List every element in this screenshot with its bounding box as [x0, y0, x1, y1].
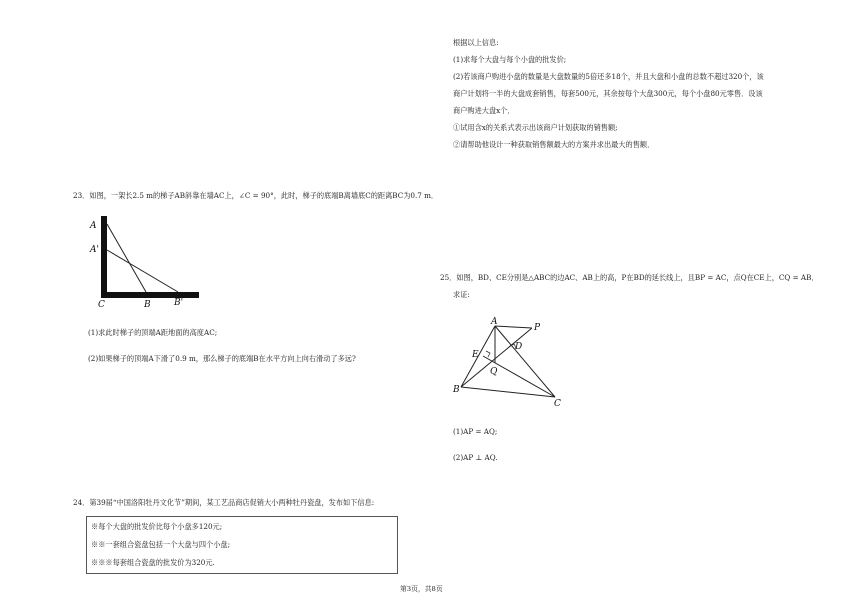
label-B: B	[453, 385, 460, 395]
label-P: P	[534, 323, 541, 333]
label-C: C	[98, 300, 105, 310]
text-line: 根据以上信息:	[453, 38, 499, 47]
q23-sub1: (1)求此时梯子的顶端A距地面的高度AC;	[88, 328, 218, 337]
wall	[101, 216, 107, 298]
label-B1: B'	[174, 298, 184, 308]
label-Q: Q	[490, 367, 498, 377]
label-B: B	[144, 300, 151, 310]
q25-triangle-figure	[450, 316, 580, 411]
q23-sub2: (2)如果梯子的顶端A下滑了0.9 m，那么梯子的底端B在水平方向上向右滑动了多远?	[88, 354, 356, 363]
ladder-ab	[107, 224, 146, 292]
segment-ap	[495, 326, 532, 328]
label-A: A	[491, 317, 498, 327]
text-line: 商户计划将一半的大盘成套销售，每套500元，其余按每个大盘300元，每个小盘80元零售．设该	[453, 89, 763, 98]
label-D: D	[515, 342, 523, 352]
label-A: A	[90, 221, 97, 231]
text-line: (1)求每个大盘与每个小盘的批发价;	[453, 55, 567, 64]
info-line: ※※一套组合瓷盘包括一个大盘与四个小盘;	[91, 540, 230, 549]
q24-stem: 24．第39届“中国洛阳牡丹文化节”期间，某工艺品商店促销大小两种牡丹瓷盘，发布如下信息:	[73, 498, 375, 507]
q25-sub2: (2)AP ⊥ AQ.	[453, 453, 498, 462]
q25-sub1: (1)AP = AQ;	[453, 427, 498, 436]
page-footer: 第3页，共8页	[400, 585, 443, 593]
q25-stem-cont: 求证:	[453, 290, 470, 299]
right-angle-e	[486, 351, 490, 357]
text-line: (2)若该商户购进小盘的数量是大盘数量的5倍还多18个，并且大盘和小盘的总数不超过320个，该	[453, 72, 764, 81]
label-A1: A'	[90, 245, 99, 255]
text-line: ①试用含x的关系式表示出该商户计划获取的销售额;	[453, 123, 618, 132]
q24-info-box	[86, 516, 398, 574]
q25-stem: 25．如图，BD、CE分别是△ABC的边AC、AB上的高，P在BD的延长线上，且BP = AC，点Q在CE上，CQ = AB．	[440, 273, 819, 282]
info-line: ※※※每套组合瓷盘的批发价为320元.	[91, 558, 215, 567]
ground	[101, 292, 199, 298]
q23-stem: 23．如图，一架长2.5 m的梯子AB斜靠在墙AC上，∠C = 90°，此时，梯子的底端B离墙底C的距离BC为0.7 m．	[73, 191, 439, 200]
label-C: C	[554, 399, 561, 409]
segment-ac	[495, 326, 555, 397]
text-line: 商户购进大盘x个．	[453, 106, 515, 115]
info-line: ※每个大盘的批发价比每个小盘多120元;	[91, 522, 223, 531]
text-line: ②请帮助他设计一种获取销售额最大的方案并求出最大的售额．	[453, 140, 655, 149]
q23-ladder-figure	[80, 210, 210, 310]
label-E: E	[472, 350, 479, 360]
